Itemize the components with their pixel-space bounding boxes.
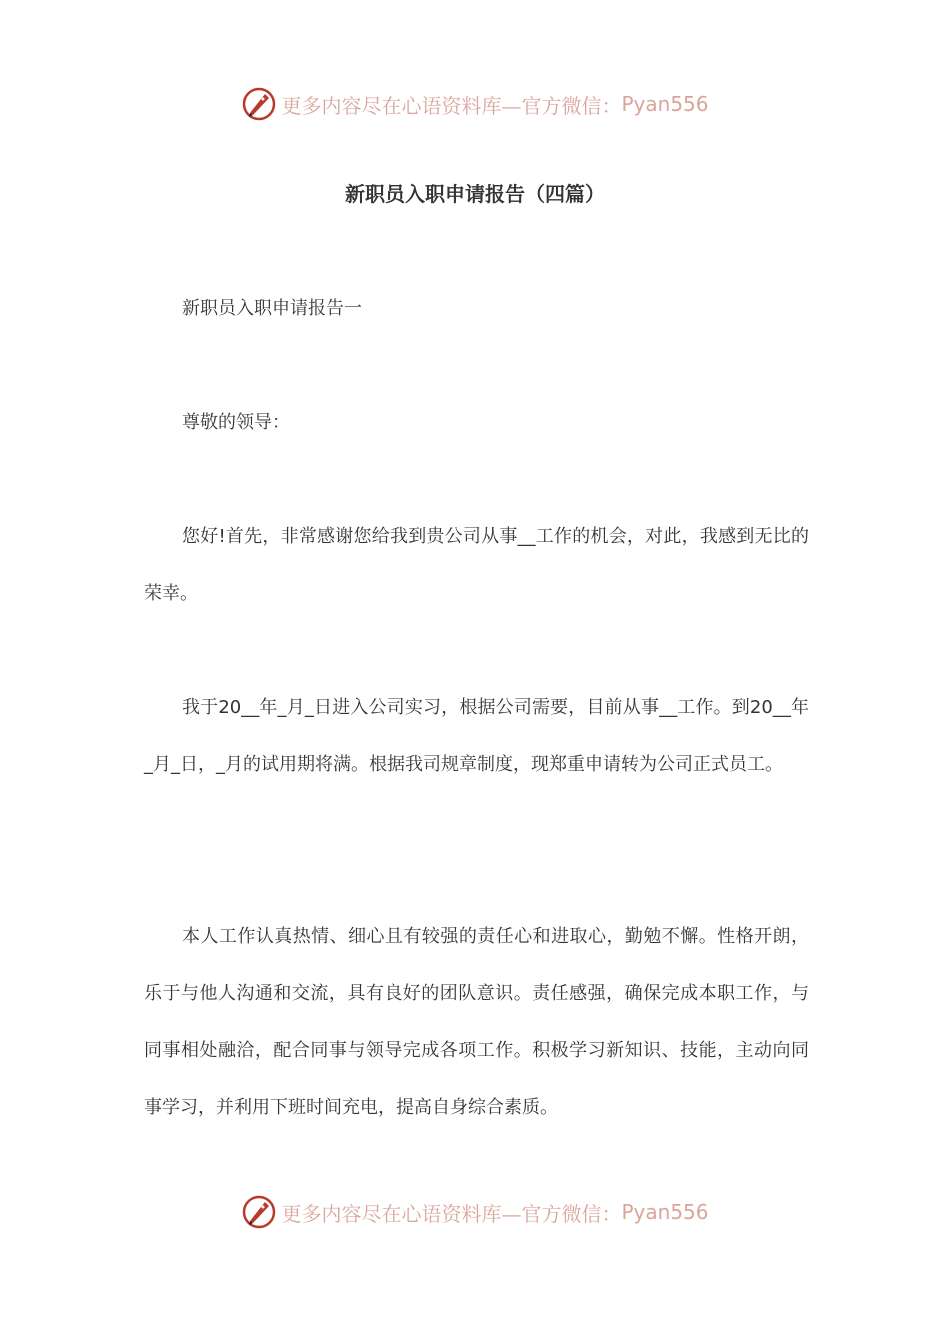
body-paragraph: 您好!首先，非常感谢您给我到贵公司从事__工作的机会，对此，我感到无比的荣幸。 xyxy=(144,526,809,604)
watermark-text: 更多内容尽在心语资料库—官方微信： xyxy=(281,1201,622,1226)
header-watermark xyxy=(0,82,950,126)
watermark-handle: Pyan556 xyxy=(621,1200,709,1224)
footer-watermark xyxy=(0,1190,950,1234)
body-paragraph: 我于20__年_月_日进入公司实习，根据公司需要，目前从事__工作。到20__年_月_日，_月的试用期将满。根据我司规章制度，现郑重申请转为公司正式员工。 xyxy=(144,697,809,775)
pen-nib-logo-icon xyxy=(241,1194,277,1230)
document-title: 新职员入职申请报告（四篇） xyxy=(345,182,605,206)
watermark-handle: Pyan556 xyxy=(621,92,709,116)
body-paragraph: 本人工作认真热情、细心且有较强的责任心和进取心，勤勉不懈。性格开朗，乐于与他人沟通和交流，具有良好的团队意识。责任感强，确保完成本职工作，与同事相处融洽，配合同事与领导完成各项工作。积极学习新知识、技能，主动向同事学习，并利用下班时间充电，提高自身综合素质。 xyxy=(144,926,809,1118)
pen-nib-logo-icon xyxy=(241,86,277,122)
section-heading: 新职员入职申请报告一 xyxy=(182,298,362,319)
salutation: 尊敬的领导： xyxy=(182,412,290,433)
watermark-text: 更多内容尽在心语资料库—官方微信： xyxy=(281,93,622,118)
